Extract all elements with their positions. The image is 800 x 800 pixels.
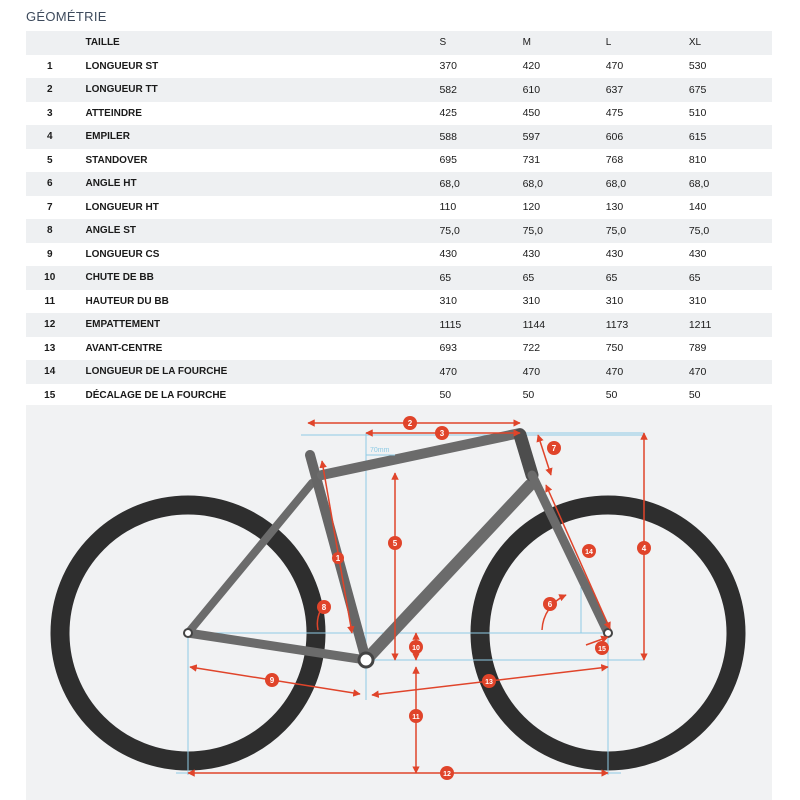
row-label: ANGLE ST xyxy=(73,219,439,243)
header-size-4: XL xyxy=(689,31,772,55)
row-label: CHUTE DE BB xyxy=(73,266,439,290)
header-size-2: M xyxy=(523,31,606,55)
row-value: 65 xyxy=(689,266,772,290)
row-value: 75,0 xyxy=(606,219,689,243)
row-value: 1115 xyxy=(439,313,522,337)
row-number: 12 xyxy=(26,313,73,337)
row-number: 11 xyxy=(26,290,73,314)
row-value: 695 xyxy=(439,149,522,173)
row-value: 310 xyxy=(439,290,522,314)
row-value: 425 xyxy=(439,102,522,126)
svg-text:8: 8 xyxy=(321,603,327,612)
svg-text:10: 10 xyxy=(412,645,420,652)
row-value: 768 xyxy=(606,149,689,173)
row-value: 530 xyxy=(689,55,772,79)
svg-text:9: 9 xyxy=(269,676,275,685)
table-row xyxy=(26,125,772,149)
svg-text:6: 6 xyxy=(547,600,553,609)
svg-text:2: 2 xyxy=(407,419,413,428)
row-value: 50 xyxy=(689,384,772,408)
row-value: 310 xyxy=(606,290,689,314)
row-value: 50 xyxy=(523,384,606,408)
row-value: 450 xyxy=(523,102,606,126)
row-value: 510 xyxy=(689,102,772,126)
row-number: 8 xyxy=(26,219,73,243)
header-size-3: L xyxy=(606,31,689,55)
row-value: 65 xyxy=(606,266,689,290)
callout-5 xyxy=(388,536,402,550)
row-value: 310 xyxy=(523,290,606,314)
row-value: 470 xyxy=(606,55,689,79)
svg-text:13: 13 xyxy=(485,679,493,686)
row-value: 430 xyxy=(523,243,606,267)
row-number: 5 xyxy=(26,149,73,173)
offset-label: 70mm xyxy=(370,447,390,454)
row-value: 75,0 xyxy=(689,219,772,243)
row-number: 3 xyxy=(26,102,73,126)
row-value: 50 xyxy=(439,384,522,408)
table-row xyxy=(26,78,772,102)
row-value: 1173 xyxy=(606,313,689,337)
row-number: 7 xyxy=(26,196,73,220)
row-value: 430 xyxy=(439,243,522,267)
row-value: 731 xyxy=(523,149,606,173)
header-size-label: TAILLE xyxy=(73,31,439,55)
rear-axle xyxy=(184,629,192,637)
row-label: EMPATTEMENT xyxy=(73,313,439,337)
row-value: 597 xyxy=(523,125,606,149)
row-number: 10 xyxy=(26,266,73,290)
svg-text:15: 15 xyxy=(598,646,606,653)
row-value: 675 xyxy=(689,78,772,102)
row-value: 637 xyxy=(606,78,689,102)
callout-6 xyxy=(543,597,557,611)
row-number: 6 xyxy=(26,172,73,196)
top-tube xyxy=(322,433,520,475)
front-axle xyxy=(604,629,612,637)
row-label: HAUTEUR DU BB xyxy=(73,290,439,314)
callout-4 xyxy=(637,541,651,555)
row-value: 68,0 xyxy=(606,172,689,196)
row-value: 582 xyxy=(439,78,522,102)
guide-lines xyxy=(176,433,644,775)
row-value: 610 xyxy=(523,78,606,102)
table-row xyxy=(26,172,772,196)
row-value: 130 xyxy=(606,196,689,220)
table-row xyxy=(26,337,772,361)
row-value: 615 xyxy=(689,125,772,149)
callout-12 xyxy=(440,766,454,780)
svg-text:14: 14 xyxy=(585,549,593,556)
header-size-1: S xyxy=(439,31,522,55)
table-row xyxy=(26,102,772,126)
row-label: STANDOVER xyxy=(73,149,439,173)
row-label: ATTEINDRE xyxy=(73,102,439,126)
row-value: 68,0 xyxy=(439,172,522,196)
callout-3 xyxy=(435,426,449,440)
row-value: 65 xyxy=(439,266,522,290)
callout-11 xyxy=(409,709,423,723)
svg-text:1: 1 xyxy=(335,554,341,563)
header-index-cell xyxy=(26,31,73,55)
svg-text:12: 12 xyxy=(443,771,451,778)
row-value: 1211 xyxy=(689,313,772,337)
row-label: DÉCALAGE DE LA FOURCHE xyxy=(73,384,439,408)
svg-text:11: 11 xyxy=(412,714,420,721)
row-number: 9 xyxy=(26,243,73,267)
row-value: 470 xyxy=(439,360,522,384)
bike-geometry-diagram xyxy=(26,405,772,800)
row-label: LONGUEUR ST xyxy=(73,55,439,79)
row-number: 4 xyxy=(26,125,73,149)
row-number: 15 xyxy=(26,384,73,408)
table-row xyxy=(26,149,772,173)
row-label: LONGUEUR CS xyxy=(73,243,439,267)
row-value: 475 xyxy=(606,102,689,126)
callout-15 xyxy=(595,641,609,655)
row-value: 470 xyxy=(689,360,772,384)
row-value: 50 xyxy=(606,384,689,408)
row-value: 810 xyxy=(689,149,772,173)
table-row xyxy=(26,360,772,384)
table-row xyxy=(26,196,772,220)
row-label: LONGUEUR HT xyxy=(73,196,439,220)
row-number: 14 xyxy=(26,360,73,384)
row-number: 1 xyxy=(26,55,73,79)
table-row xyxy=(26,55,772,79)
row-value: 722 xyxy=(523,337,606,361)
callout-7 xyxy=(547,441,561,455)
table-row xyxy=(26,266,772,290)
row-value: 588 xyxy=(439,125,522,149)
row-value: 75,0 xyxy=(439,219,522,243)
svg-text:3: 3 xyxy=(439,429,445,438)
row-value: 68,0 xyxy=(689,172,772,196)
row-value: 75,0 xyxy=(523,219,606,243)
table-header-row xyxy=(26,31,772,55)
row-label: AVANT-CENTRE xyxy=(73,337,439,361)
bottom-bracket xyxy=(359,653,373,667)
row-value: 110 xyxy=(439,196,522,220)
row-value: 750 xyxy=(606,337,689,361)
row-value: 68,0 xyxy=(523,172,606,196)
row-label: EMPILER xyxy=(73,125,439,149)
row-label: ANGLE HT xyxy=(73,172,439,196)
svg-text:7: 7 xyxy=(551,444,557,453)
row-value: 420 xyxy=(523,55,606,79)
svg-text:4: 4 xyxy=(641,544,647,553)
chainstay xyxy=(188,633,366,660)
table-row xyxy=(26,219,772,243)
row-label: LONGUEUR TT xyxy=(73,78,439,102)
table-row xyxy=(26,384,772,408)
row-value: 470 xyxy=(523,360,606,384)
row-label: LONGUEUR DE LA FOURCHE xyxy=(73,360,439,384)
callout-1 xyxy=(332,552,344,564)
geometry-table xyxy=(26,31,772,407)
row-value: 65 xyxy=(523,266,606,290)
callout-8 xyxy=(317,600,331,614)
row-value: 310 xyxy=(689,290,772,314)
row-value: 140 xyxy=(689,196,772,220)
row-value: 470 xyxy=(606,360,689,384)
table-row xyxy=(26,313,772,337)
callout-2 xyxy=(403,416,417,430)
row-value: 120 xyxy=(523,196,606,220)
head-tube xyxy=(520,435,532,475)
row-value: 430 xyxy=(606,243,689,267)
callout-13 xyxy=(482,674,496,688)
callout-10 xyxy=(409,640,423,654)
page-title: GÉOMÉTRIE xyxy=(26,9,107,24)
row-value: 693 xyxy=(439,337,522,361)
svg-text:5: 5 xyxy=(392,539,398,548)
table-row xyxy=(26,243,772,267)
row-number: 2 xyxy=(26,78,73,102)
bike-geometry-svg xyxy=(26,405,772,800)
row-value: 1144 xyxy=(523,313,606,337)
row-value: 370 xyxy=(439,55,522,79)
row-number: 13 xyxy=(26,337,73,361)
callout-14 xyxy=(582,544,596,558)
row-value: 789 xyxy=(689,337,772,361)
table-row xyxy=(26,290,772,314)
callout-9 xyxy=(265,673,279,687)
row-value: 430 xyxy=(689,243,772,267)
row-value: 606 xyxy=(606,125,689,149)
